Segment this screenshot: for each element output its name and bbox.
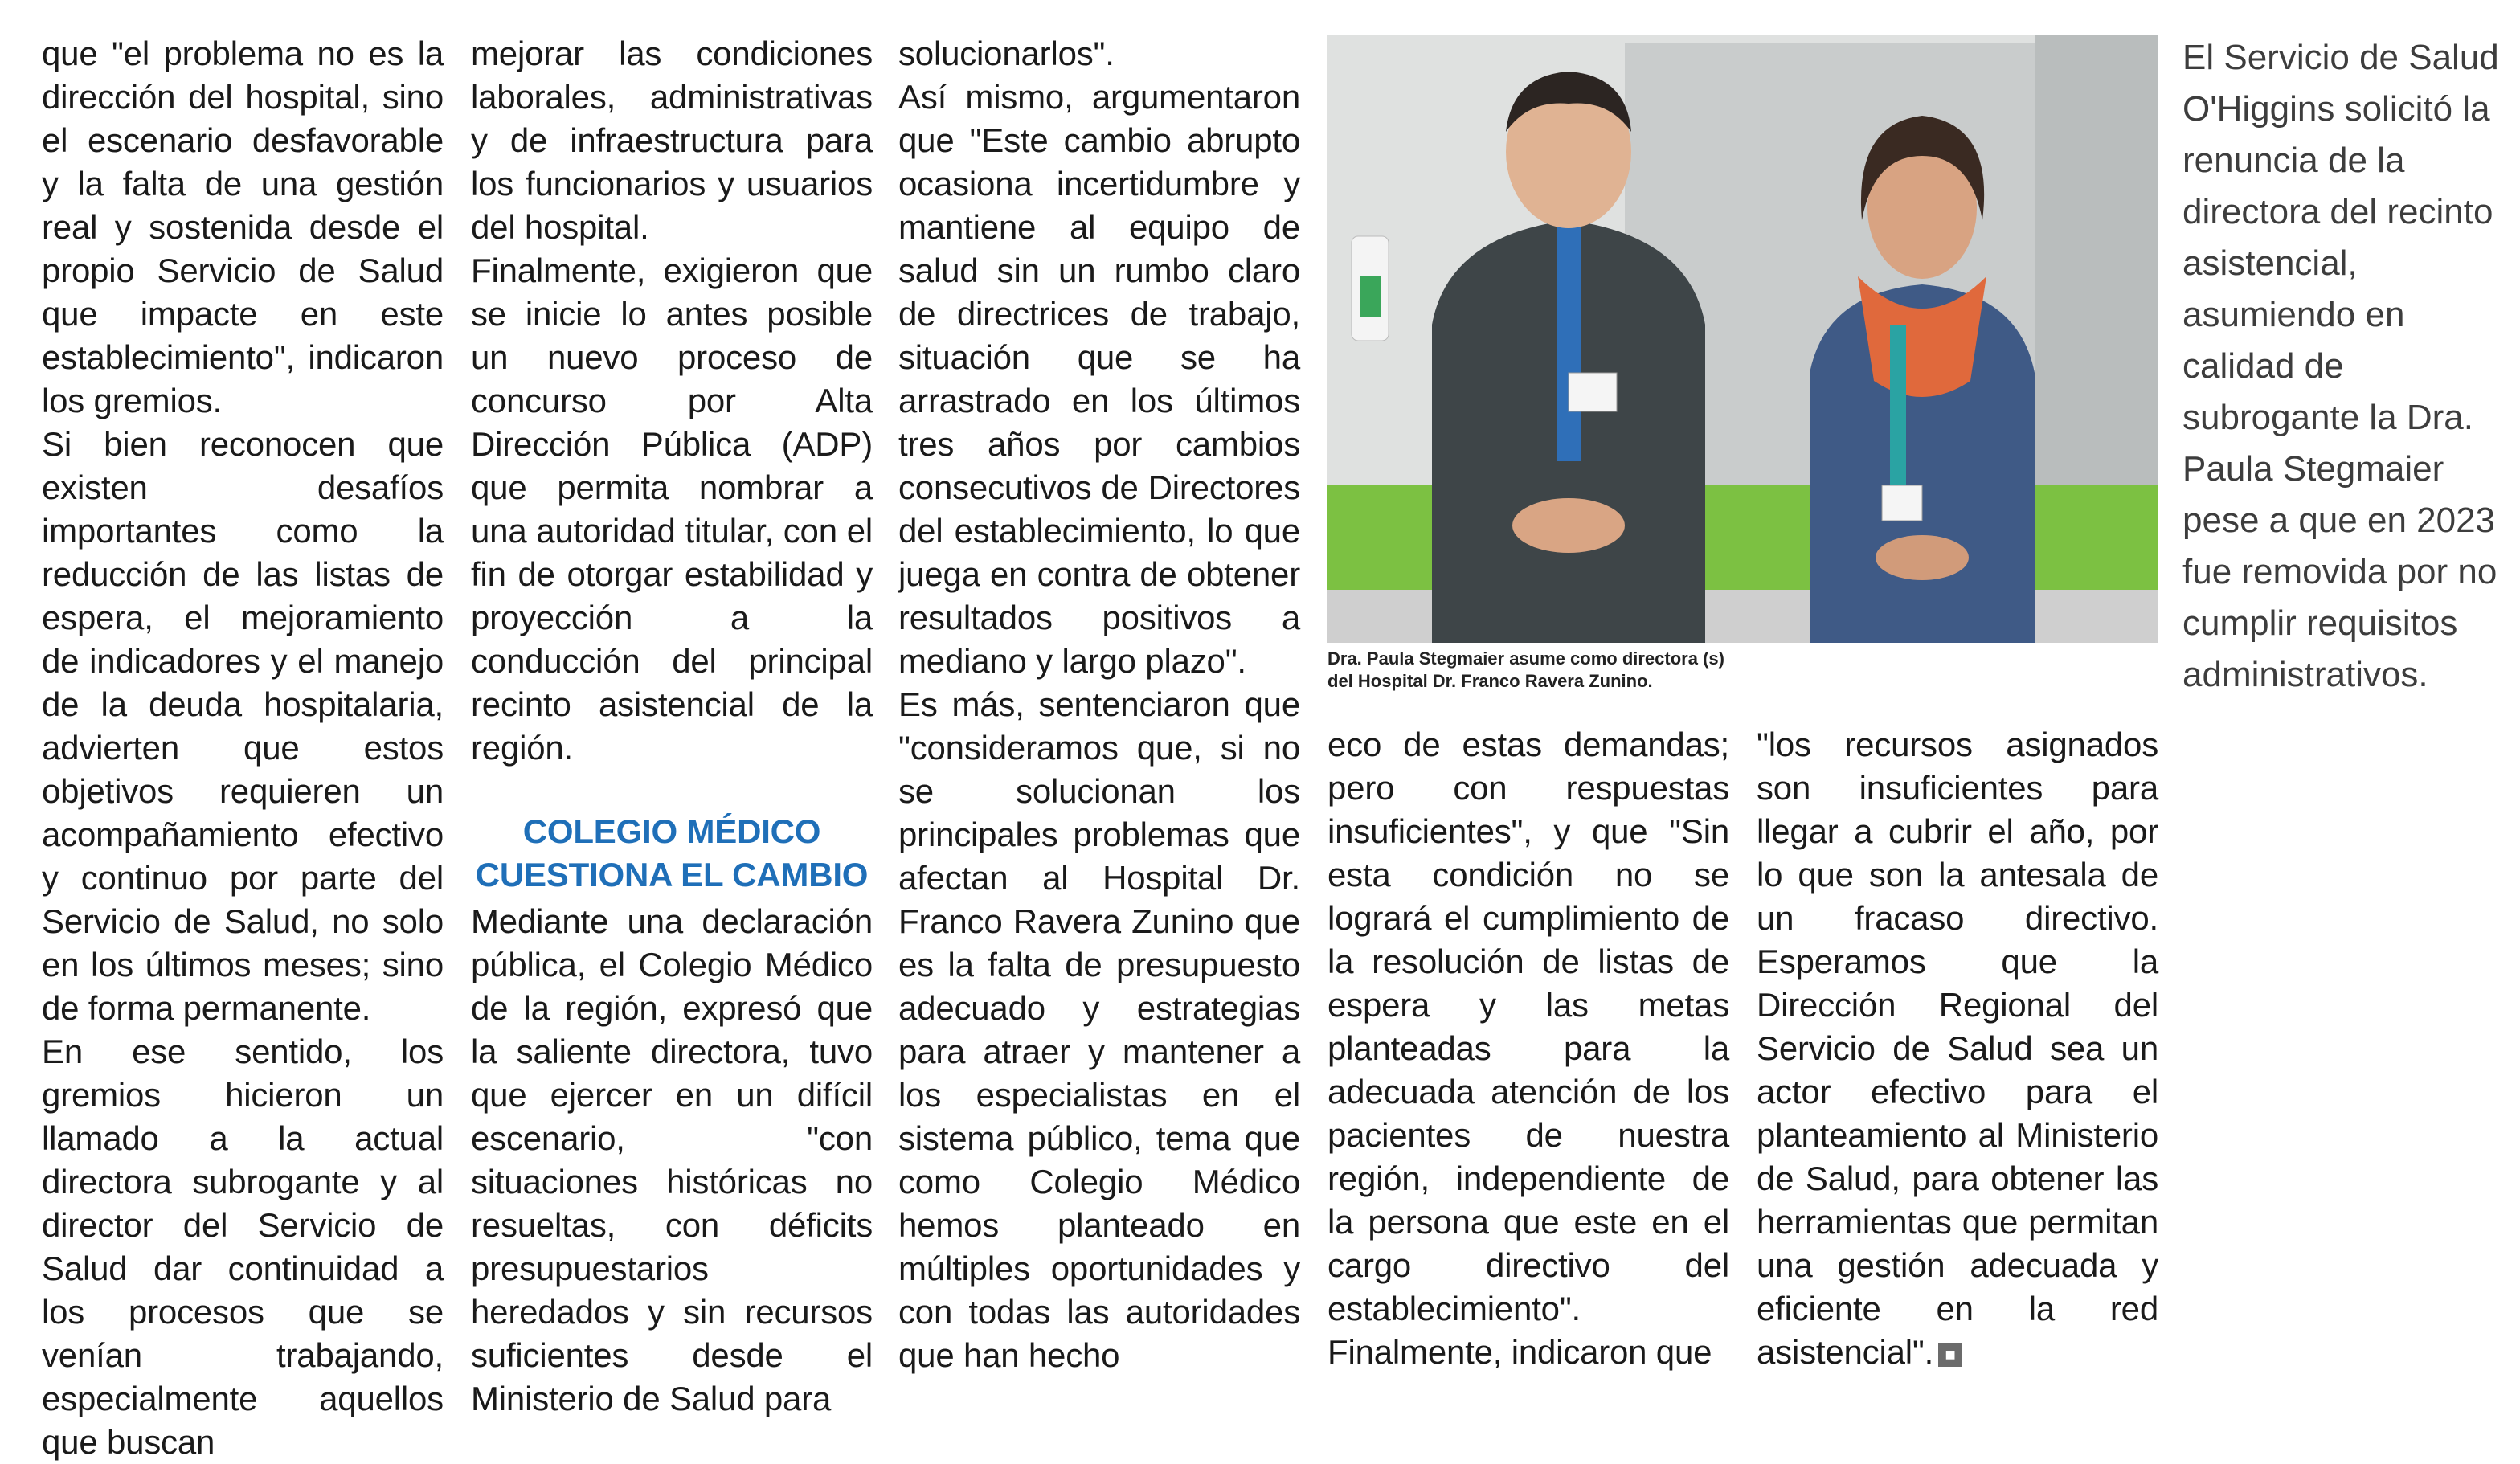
paragraph: mejorar las condiciones laborales, administrativas y de infraestructura para los funcionarios y usuarios del hospital.: [471, 35, 873, 246]
paragraph: Finalmente, exigieron que se inicie lo antes posible un nuevo proceso de concurso por Alta Dirección Pública (ADP) que permita nombrar a una autoridad titular, con el fin de otorgar estabilidad y proyección a la conducción del principal recinto asistencial de la región.: [471, 251, 873, 767]
article-column-5: [1757, 723, 2158, 1374]
article-column-4: [1328, 723, 1729, 1374]
paragraph: [1757, 723, 2158, 1374]
article-photo: [1328, 35, 2158, 643]
paragraph: eco de estas demandas; pero con respuestas insuficientes", y que "Sin esta condición no se logrará el cumplimiento de la resolución de listas de espera y las metas planteadas para la adecuada atención de los pacientes de nuestra región, independiente de la persona que este en el cargo directivo del establecimiento".: [1328, 726, 1729, 1327]
paragraph-text: "los recursos asignados son insuficientes para llegar a cubrir el año, por lo que son la antesala de un fracaso directivo. Esperamos que la Dirección Regional del Servicio de Salud sea un actor efectivo para el planteamiento al Ministerio de Salud, para obtener las herramientas que permitan una gestión adecuada y eficiente en la red asistencial".: [1757, 726, 2158, 1371]
article-column-1: [42, 32, 444, 1464]
paragraph: que "el problema no es la dirección del hospital, sino el escenario desfavorable y la falta de una gestión real y sostenida desde el propio Servicio de Salud que impacte en este establecimiento", indicaron los gremios.: [42, 35, 444, 419]
paragraph: Así mismo, argumentaron que "Este cambio abrupto ocasiona incertidumbre y mantiene al equipo de salud sin un rumbo claro de directrices de trabajo, situación que se ha arrastrado en los últimos tres años por cambios consecutivos de Directores del establecimiento, lo que juega en contra de obtener resultados positivos a mediano y largo plazo".: [898, 78, 1300, 680]
paragraph: solucionarlos".: [898, 35, 1115, 72]
section-subheading: COLEGIO MÉDICO CUESTIONA EL CAMBIO: [475, 812, 869, 894]
end-of-article-icon: ■: [1938, 1343, 1962, 1367]
photo-illustration: [1328, 35, 2158, 643]
paragraph: Es más, sentenciaron que "consideramos que, si no se solucionan los principales problemas que afectan al Hospital Dr. Franco Ravera Zunino que es la falta de presupuesto adecuado y estrategias para atraer y mantener a los especialistas en el sistema público, tema que como Colegio Médico hemos planteado en múltiples oportunidades y con todas las autoridades que han hecho: [898, 685, 1300, 1374]
article-column-2: [471, 32, 873, 1421]
sidebar-summary: [2182, 32, 2504, 701]
photo-caption: [1328, 648, 2158, 693]
article-column-3: [898, 32, 1300, 1377]
paragraph: Finalmente, indicaron que: [1328, 1333, 1712, 1371]
paragraph: Si bien reconocen que existen desafíos importantes como la reducción de las listas de espera, el mejoramiento de indicadores y el manejo de la deuda hospitalaria, advierten que estos objetivos requieren un acompañamiento efectivo y continuo por parte del Servicio de Salud, no solo en los últimos meses; sino de forma permanente.: [42, 425, 444, 1027]
paragraph: Mediante una declaración pública, el Colegio Médico de la región, expresó que la saliente directora, tuvo que ejercer en un difícil escenario, "con situaciones históricas no resueltas, con déficits presupuestarios heredados y sin recursos suficientes desde el Ministerio de Salud para: [471, 902, 873, 1417]
caption-line: del Hospital Dr. Franco Ravera Zunino.: [1328, 671, 1653, 691]
caption-line: Dra. Paula Stegmaier asume como directora (s): [1328, 648, 1724, 669]
sidebar-text: El Servicio de Salud O'Higgins solicitó la renuncia de la directora del recinto asistencial, asumiendo en calidad de subrogante la Dra. Paula Stegmaier pese a que en 2023 fue removida por no cumplir requisitos administrativos.: [2182, 38, 2499, 694]
paragraph: En ese sentido, los gremios hicieron un llamado a la actual directora subrogante y al director del Servicio de Salud dar continuidad a los procesos que se venían trabajando, especialmente aquellos que buscan: [42, 1033, 444, 1461]
